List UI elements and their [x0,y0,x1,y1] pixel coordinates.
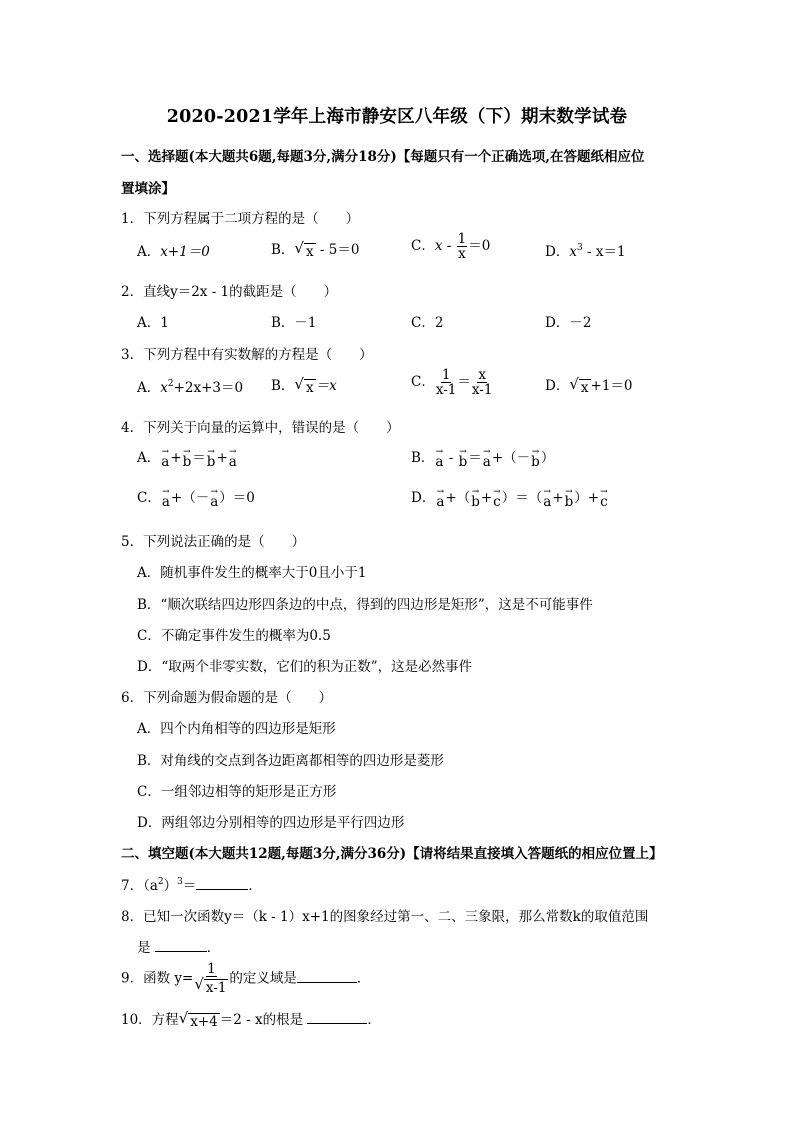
vector: → a [228,447,237,471]
question-6-option-c: C．一组邻边相等的矩形是正方形 [137,784,337,800]
question-1-option-c: C．x - $\frac{1}{x}$ ＝0 [411,231,491,263]
question-6-option-d: D．两组邻边分别相等的四边形是平行四边形 [137,815,405,831]
question-1-option-a: A．x+1＝0 [137,244,210,260]
fraction: $\frac{1}{x}$ [457,231,467,263]
vector: → b [458,447,468,471]
fraction: 1 √ x-1 [194,961,227,997]
question-5-option-b: B．“顺次联结四边形四条边的中点，得到的四边形是矩形”，这是不可能事件 [137,597,593,613]
question-3-option-a: A．$x^2+2x+3=0$ [137,379,244,396]
question-4-option-c: C． → a +（－ → a ）＝0 [137,487,255,511]
vector: → b [206,447,216,471]
vector: → b [564,487,574,511]
question-8-line-1: 8．已知一次函数y＝（k - 1）x+1的图象经过第一、二、三象限，那么常数k的取值范围 [121,909,649,925]
section-1-line-2: 置填涂】 [121,181,175,197]
question-5-option-d: D．“取两个非零实数，它们的积为正数”，这是必然事件 [137,659,473,675]
question-4-option-a: A． → a + → b ＝ → b + → a [137,447,237,471]
question-1-option-b: B． √ x - 5＝0 [271,238,360,260]
question-2-stem: 2．直线y＝2x - 1的截距是（ ） [121,284,338,300]
answer-blank[interactable] [155,939,207,952]
page-title: 2020-2021学年上海市静安区八年级（下）期末数学试卷 [166,107,628,127]
vector: → a [210,487,219,511]
section-2-heading: 二、填空题(本大题共12题,每题3分,满分36分)【请将结果直接填入答题纸的相应位置上】 [121,846,663,862]
question-6-option-a: A．四个内角相等的四边形是矩形 [137,721,336,737]
answer-blank[interactable] [297,970,357,983]
fraction: $\frac{x}{x-1}$ [471,367,493,399]
section-1-line-1: 一、选择题(本大题共6题,每题3分,满分18分)【每题只有一个正确选项,在答题纸相应位 [121,149,645,165]
question-10: 10．方程 √ x+4 ＝2 - x的根是 ． [121,1008,381,1030]
vector: → b [182,447,192,471]
question-9: 9．函数 y= 1 √ x-1 的定义域是 ． [121,961,371,997]
question-5-option-c: C．不确定事件发生的概率为0.5 [137,628,331,644]
question-4-option-d: D． → a +（ → b + → c ）＝（ → a + → b ）+ → c [411,487,608,511]
sqrt-expression: √ x [294,238,314,260]
sqrt-expression: √ x+4 [178,1008,218,1030]
sqrt-expression: √ x [294,374,314,396]
answer-blank[interactable] [196,877,248,890]
question-3-option-b: B． √ x ＝x [271,374,337,396]
section-1-heading [121,141,686,205]
vector: → c [493,487,501,511]
question-4-stem: 4．下列关于向量的运算中，错误的是（ ） [121,420,400,436]
question-5-option-a: A．随机事件发生的概率大于0且小于1 [137,565,367,581]
vector: → b [531,447,540,471]
question-2-option-a: A．1 [137,315,169,331]
fraction: $\frac{1}{x-1}$ [435,367,457,399]
question-6-option-b: B．对角线的交点到各边距离都相等的四边形是菱形 [137,753,444,769]
question-7: 7．$(a^2)^3=$ ． [121,877,262,894]
question-2-option-c: C．2 [411,315,444,331]
answer-blank[interactable] [307,1011,367,1024]
vector: → a [543,487,552,511]
question-3-stem: 3．下列方程中有实数解的方程是（ ） [121,347,373,363]
vector: → a [161,447,170,471]
question-1-stem: 1．下列方程属于二项方程的是（ ） [121,211,360,227]
sqrt-expression: √ x [569,374,589,396]
question-2-option-d: D．－2 [545,315,592,331]
vector: → a [435,447,444,471]
vector: → c [600,487,608,511]
question-1-option-d: D．$x^3 - x=1$ [545,243,626,260]
question-5-stem: 5．下列说法正确的是（ ） [121,534,306,550]
question-3-option-d: D． √ x +1＝0 [545,374,633,396]
vector: → a [161,487,170,511]
question-8-line-2: 是 ． [137,940,221,956]
vector: → a [482,447,491,471]
sqrt-expression: √ x-1 [194,975,227,997]
question-4-option-b: B． → a - → b ＝ → a +（－ → b ） [411,447,555,471]
vector: → a [436,487,445,511]
question-6-stem: 6．下列命题为假命题的是（ ） [121,690,333,706]
vector: → b [471,487,480,511]
question-3-option-c: C． $\frac{1}{x-1}$ ＝ $\frac{x}{x-1}$ [411,367,493,399]
question-2-option-b: B．－1 [271,315,317,331]
